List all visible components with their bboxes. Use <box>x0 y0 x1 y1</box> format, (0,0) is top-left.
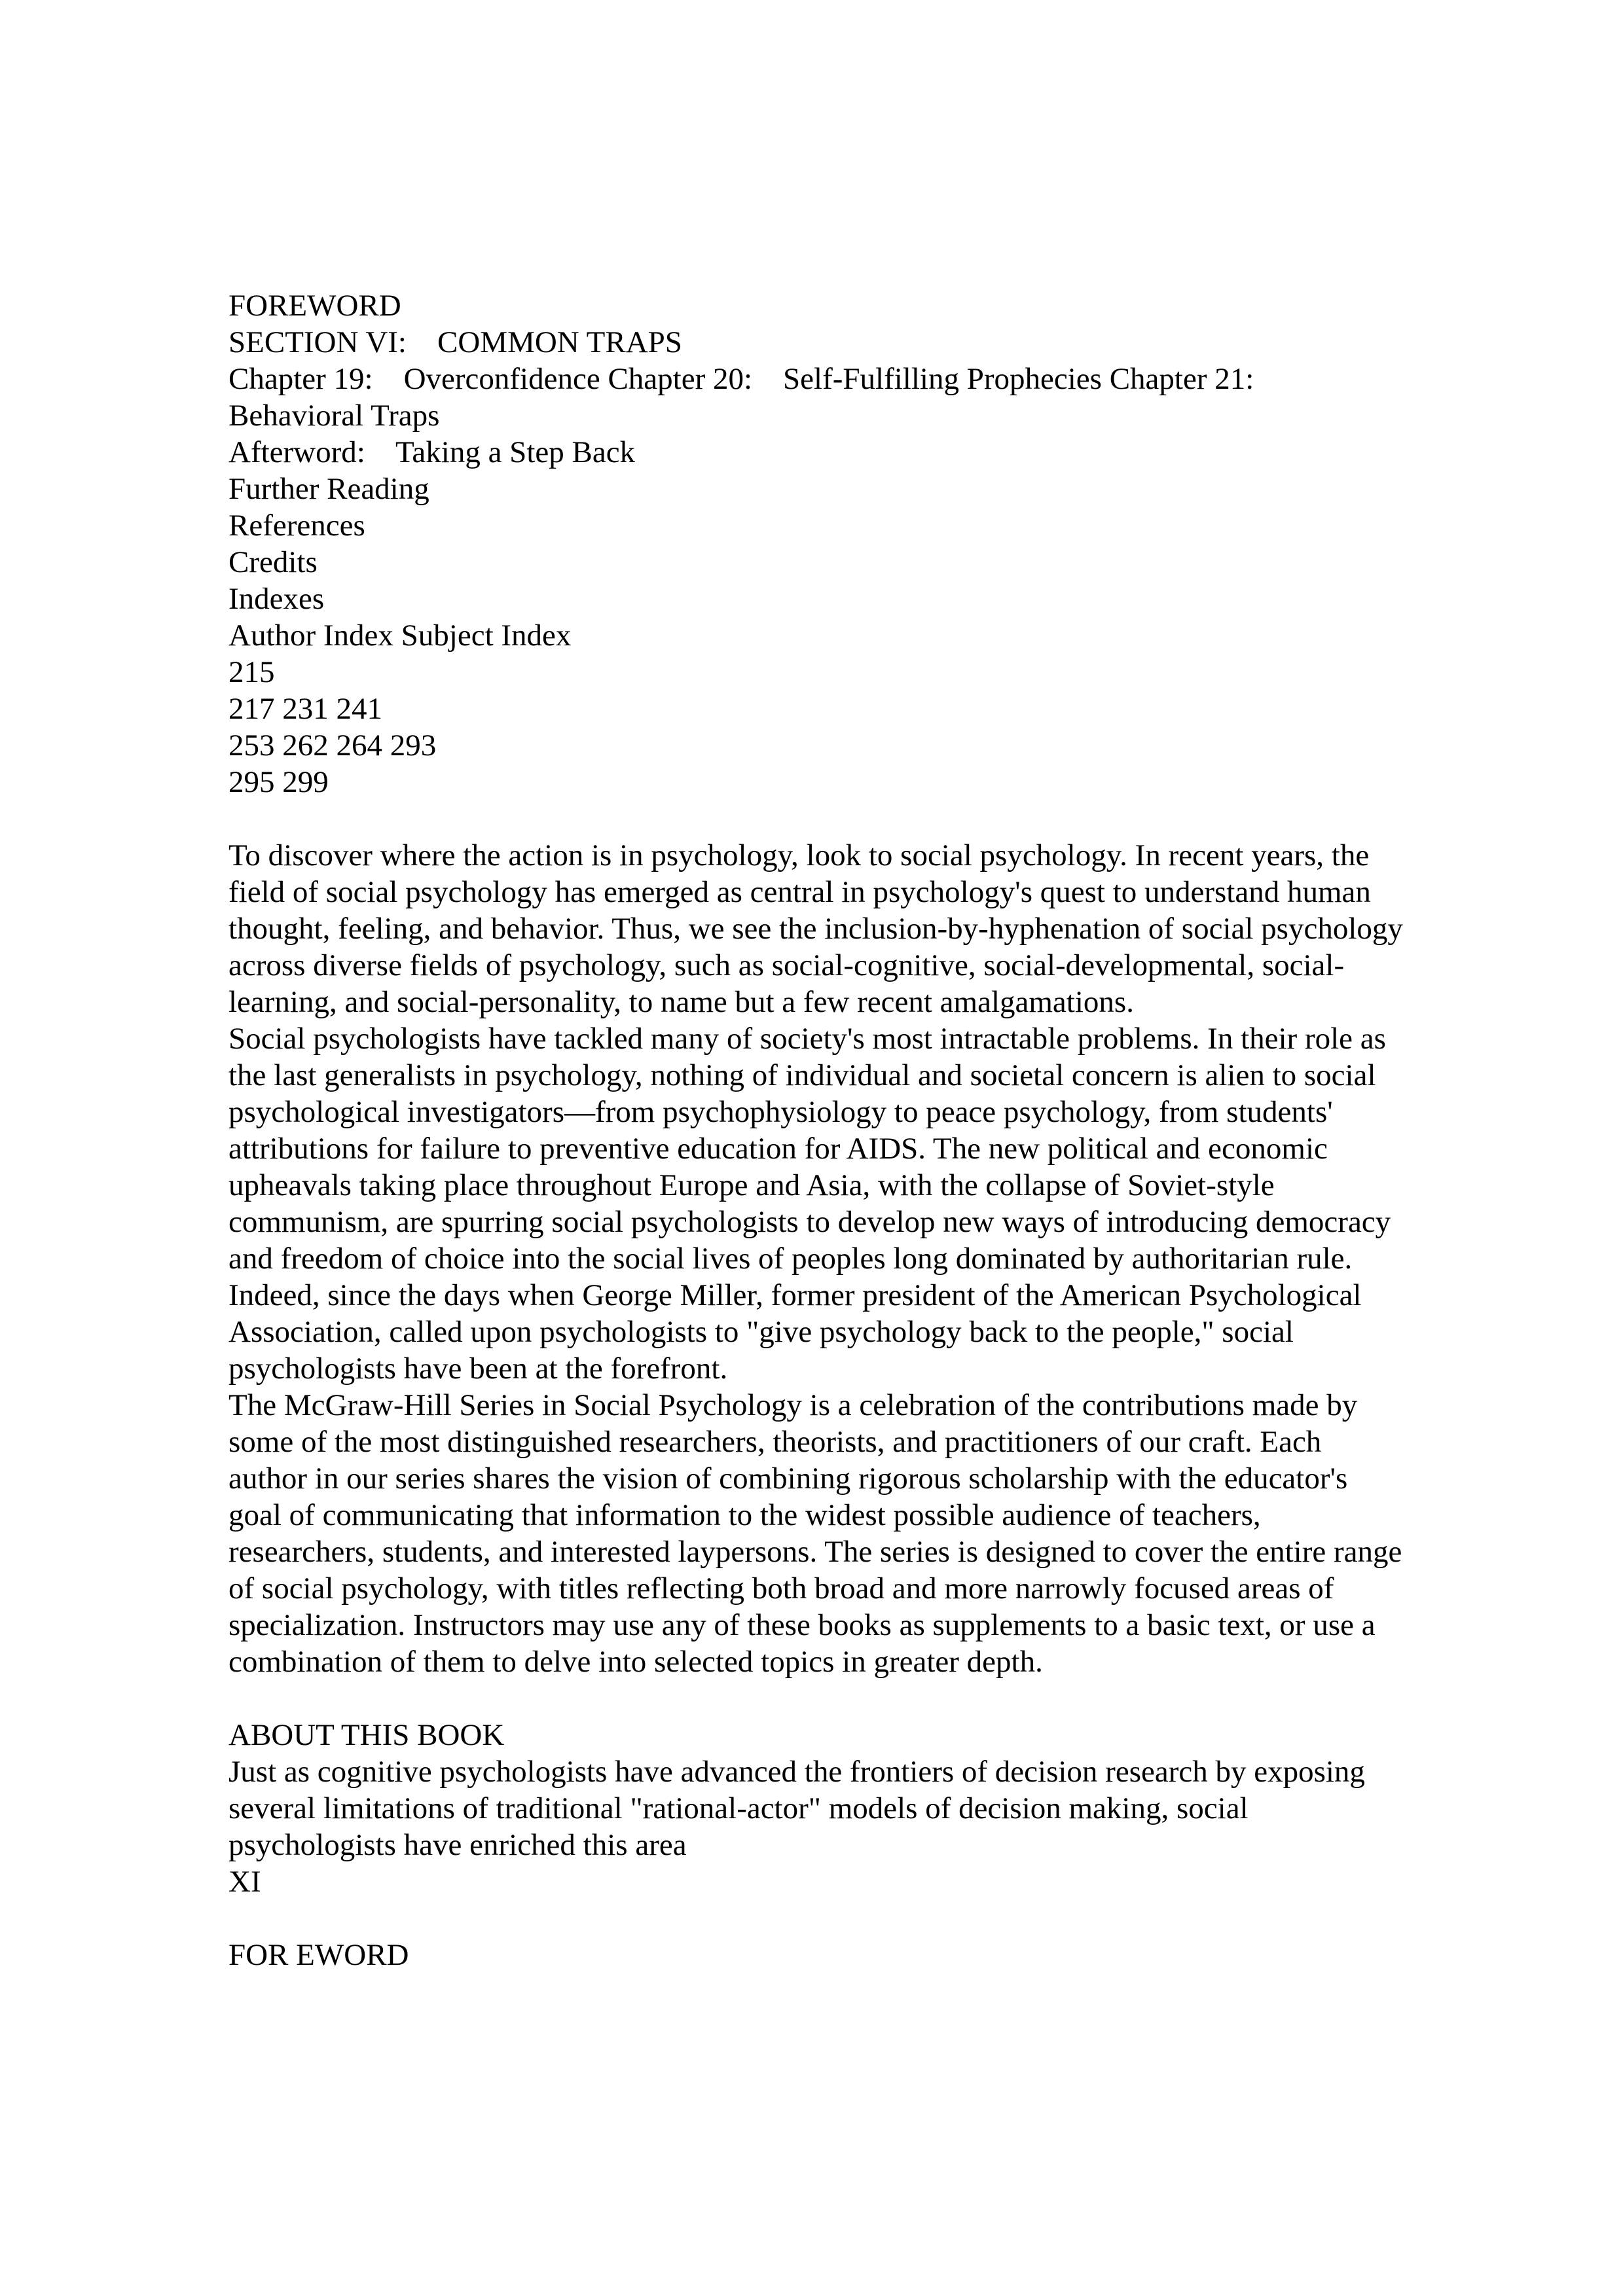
foreword-paragraph: To discover where the action is in psychology, look to social psychology. In recent years, the field of social psychology has emerged as central in psychology's quest to understand human thought, feeling, and behavior. Thus, we see the inclusion-by-hyphenation of social psychology across diverse fields of psychology, such as social-cognitive, social-developmental, social-learning, and social-personality, to name but a few recent amalgamations. <box>228 838 1403 1019</box>
about-paragraph: Just as cognitive psychologists have advanced the frontiers of decision research by exposing several limitations of traditional "rational-actor" models of decision making, social psychologists have enriched this area <box>228 1755 1365 1862</box>
toc-page-numbers: 215 <box>228 655 275 689</box>
page-content <box>228 287 1407 1973</box>
toc-page-numbers: 217 231 241 <box>228 692 382 726</box>
foreword-paragraph: Social psychologists have tackled many of society's most intractable problems. In their role as the last generalists in psychology, nothing of individual and societal concern is alien to social psychological investigators—from psychophysiology to peace psychology, from students' attributions for failure to preventive education for AIDS. The new political and economic upheavals taking place throughout Europe and Asia, with the collapse of Soviet-style communism, are spurring social psychologists to develop new ways of introducing democracy and freedom of choice into the social lives of peoples long dominated by authoritarian rule. Indeed, since the days when George Miller, former president of the American Psychological Association, called upon psychologists to "give psychology back to the people," social psychologists have been at the forefront. <box>228 1022 1391 1386</box>
section-gap <box>228 1900 1407 1937</box>
toc-line: Behavioral Traps <box>228 399 440 433</box>
toc-heading: FOREWORD <box>228 289 401 323</box>
running-footer: FOR EWORD <box>228 1938 409 1972</box>
toc-line: Further Reading <box>228 472 429 506</box>
toc-line: Credits <box>228 545 318 579</box>
toc-line: Author Index Subject Index <box>228 619 572 653</box>
toc-page-numbers: 253 262 264 293 <box>228 728 437 762</box>
section-gap <box>228 800 1407 837</box>
toc-line: Indexes <box>228 582 325 616</box>
toc-line: SECTION VI: COMMON TRAPS <box>228 325 682 359</box>
toc-line: Chapter 19: Overconfidence Chapter 20: Self-Fulfilling Prophecies Chapter 21: <box>228 362 1254 396</box>
foreword-paragraph: The McGraw-Hill Series in Social Psychology is a celebration of the contributions made by some of the most distinguished researchers, theorists, and practitioners of our craft. Each author in our series shares the vision of combining rigorous scholarship with the educator's goal of communicating that information to the widest possible audience of teachers, researchers, students, and interested laypersons. The series is designed to cover the entire range of social psychology, with titles reflecting both broad and more narrowly focused areas of specialization. Instructors may use any of these books as supplements to a basic text, or use a combination of them to delve into selected topics in greater depth. <box>228 1388 1402 1679</box>
page-number: XI <box>228 1865 261 1899</box>
toc-page-numbers: 295 299 <box>228 765 329 799</box>
toc-line: References <box>228 509 365 543</box>
toc-line: Afterword: Taking a Step Back <box>228 435 636 469</box>
section-gap <box>228 1680 1407 1717</box>
about-heading: ABOUT THIS BOOK <box>228 1718 505 1752</box>
